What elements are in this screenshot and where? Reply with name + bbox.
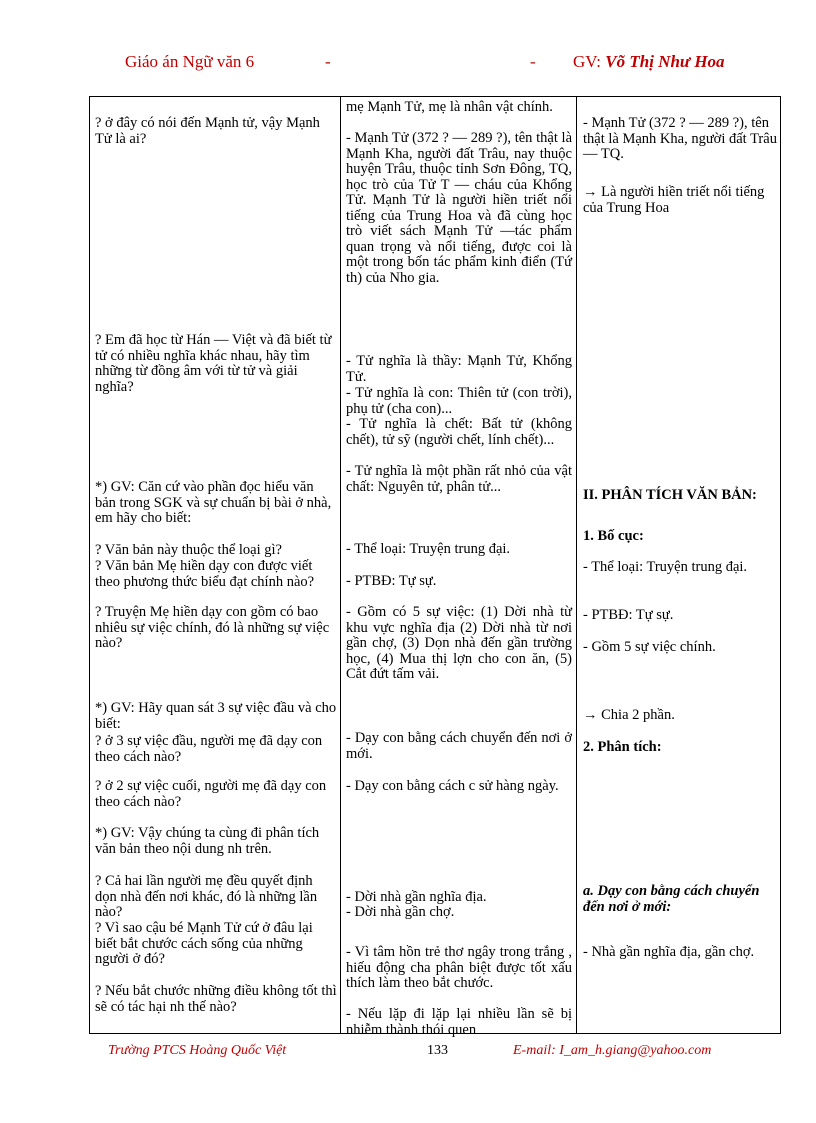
note-6: → Chia 2 phần. xyxy=(583,707,675,723)
answer-9: - Gồm có 5 sự việc: (1) Dời nhà từ khu vực nghĩa địa (2) Dời nhà từ nơi gần chợ, (3) Dọn nhà đến gần trường học, (4) Mua thị lợn cho con ăn, (5) Cắt đứt tấm vải. xyxy=(346,604,572,682)
question-4: ? Văn bản Mẹ hiền dạy con được viết theo phương thức biểu đạt chính nào? xyxy=(95,558,315,590)
question-1: ? ở đây có nói đến Mạnh tử, vậy Mạnh Tử là ai? xyxy=(95,115,320,147)
answer-10: - Dạy con bằng cách chuyển đến nơi ở mới. xyxy=(346,730,572,762)
answer-11: - Dạy con bằng cách c sử hàng ngày. xyxy=(346,778,559,794)
answer-15: - Nếu lặp đi lặp lại nhiều lần sẽ bị nhiễm thành thói quen xyxy=(346,1006,572,1038)
answer-2: - Mạnh Tử (372 ? — 289 ?), tên thật là Mạnh Kha, người đất Trâu, nay thuộc huyện Trâu, thuộc tỉnh Sơn Đông, TQ, học trò của Tử T — cháu của Khổng Tử. Mạnh Tử là người hiền triết nổi tiếng của Trung Hoa và đã cùng học trò viết sách Mạnh Tử —tác phẩm quan trọng và nổi tiếng, được coi là một trong bốn tác phẩm kinh điển (Tứ th) của Nho gia. xyxy=(346,130,572,286)
page-number: 133 xyxy=(427,1043,448,1058)
table-divider-1 xyxy=(340,96,341,1034)
note-7: - Nhà gần nghĩa địa, gần chợ. xyxy=(583,944,755,960)
question-7: ? ở 2 sự việc cuối, người mẹ đã dạy con theo cách nào? xyxy=(95,778,327,810)
question-10: ? Nếu bắt chước những điều không tốt thì sẽ có tác hại nh thế nào? xyxy=(95,983,337,1015)
answer-14: - Vì tâm hồn trẻ thơ ngây trong trắng , hiếu động cha phân biệt được tốt xấu thích làm theo bắt chước. xyxy=(346,944,572,991)
subheading-structure: 1. Bố cục: xyxy=(583,528,644,544)
footer-email: E-mail: I_am_h.giang@yahoo.com xyxy=(513,1043,712,1058)
gv-prompt-3: *) GV: Vậy chúng ta cùng đi phân tích văn bản theo nội dung nh trên. xyxy=(95,825,320,857)
note-4: - PTBĐ: Tự sự. xyxy=(583,607,674,623)
section-heading: II. PHÂN TÍCH VĂN BẢN: xyxy=(583,487,757,503)
header-teacher xyxy=(573,52,725,72)
header-dash-1: - xyxy=(325,52,331,71)
answer-5: - Tử nghĩa là chết: Bất tử (không chết), tử sỹ (người chết, lính chết)... xyxy=(346,416,572,448)
question-5: ? Truyện Mẹ hiền dạy con gồm có bao nhiêu sự việc chính, đó là những sự việc nào? xyxy=(95,604,330,651)
answer-12: - Dời nhà gần nghĩa địa. xyxy=(346,889,487,905)
answer-1: mẹ Mạnh Tử, mẹ là nhân vật chính. xyxy=(346,99,553,115)
question-8: ? Cả hai lần người mẹ đều quyết định dọn nhà đến nơi khác, đó là những lần nào? xyxy=(95,873,318,920)
note-3: - Thể loại: Truyện trung đại. xyxy=(583,559,748,575)
header-dash-2: - xyxy=(530,52,536,71)
note-5: - Gồm 5 sự việc chính. xyxy=(583,639,716,655)
question-3: ? Văn bản này thuộc thể loại gì? xyxy=(95,542,282,558)
gv-prompt-1: *) GV: Căn cứ vào phần đọc hiểu văn bản trong SGK và sự chuẩn bị bài ở nhà, em hãy cho biết: xyxy=(95,479,332,526)
header-gv-name: Võ Thị Như Hoa xyxy=(605,52,725,71)
subheading-a: a. Dạy con bằng cách chuyển đến nơi ở mới: xyxy=(583,883,760,915)
answer-7: - Thể loại: Truyện trung đại. xyxy=(346,541,511,557)
header-title: Giáo án Ngữ văn 6 xyxy=(125,52,255,71)
answer-6: - Tử nghĩa là một phần rất nhỏ của vật chất: Nguyên tử, phân tử... xyxy=(346,463,572,495)
note-2: → Là người hiền triết nổi tiếng của Trung Hoa xyxy=(583,184,765,216)
header-gv-label: GV: xyxy=(573,52,602,71)
footer-school: Trường PTCS Hoàng Quốc Việt xyxy=(108,1043,287,1058)
table-divider-2 xyxy=(576,96,577,1034)
question-9: ? Vì sao cậu bé Mạnh Tử cứ ở đâu lại biết bắt chước cách sống của những người ở đó? xyxy=(95,920,313,967)
question-2: ? Em đã học từ Hán — Việt và đã biết từ tử có nhiều nghĩa khác nhau, hãy tìm những từ đồng âm với từ tử và giải nghĩa? xyxy=(95,332,332,395)
answer-8: - PTBĐ: Tự sự. xyxy=(346,573,437,589)
answer-13: - Dời nhà gần chợ. xyxy=(346,904,455,920)
answer-3: - Tử nghĩa là thầy: Mạnh Tử, Khổng Tử. xyxy=(346,353,572,385)
note-1: - Mạnh Tử (372 ? — 289 ?), tên thật là Mạnh Kha, người đất Trâu — TQ. xyxy=(583,115,777,162)
answer-4: - Tử nghĩa là con: Thiên tử (con trời), phụ tử (cha con)... xyxy=(346,385,572,417)
question-6: ? ở 3 sự việc đầu, người mẹ đã dạy con theo cách nào? xyxy=(95,733,323,765)
subheading-analysis: 2. Phân tích: xyxy=(583,739,662,755)
gv-prompt-2: *) GV: Hãy quan sát 3 sự việc đầu và cho biết: xyxy=(95,700,337,732)
